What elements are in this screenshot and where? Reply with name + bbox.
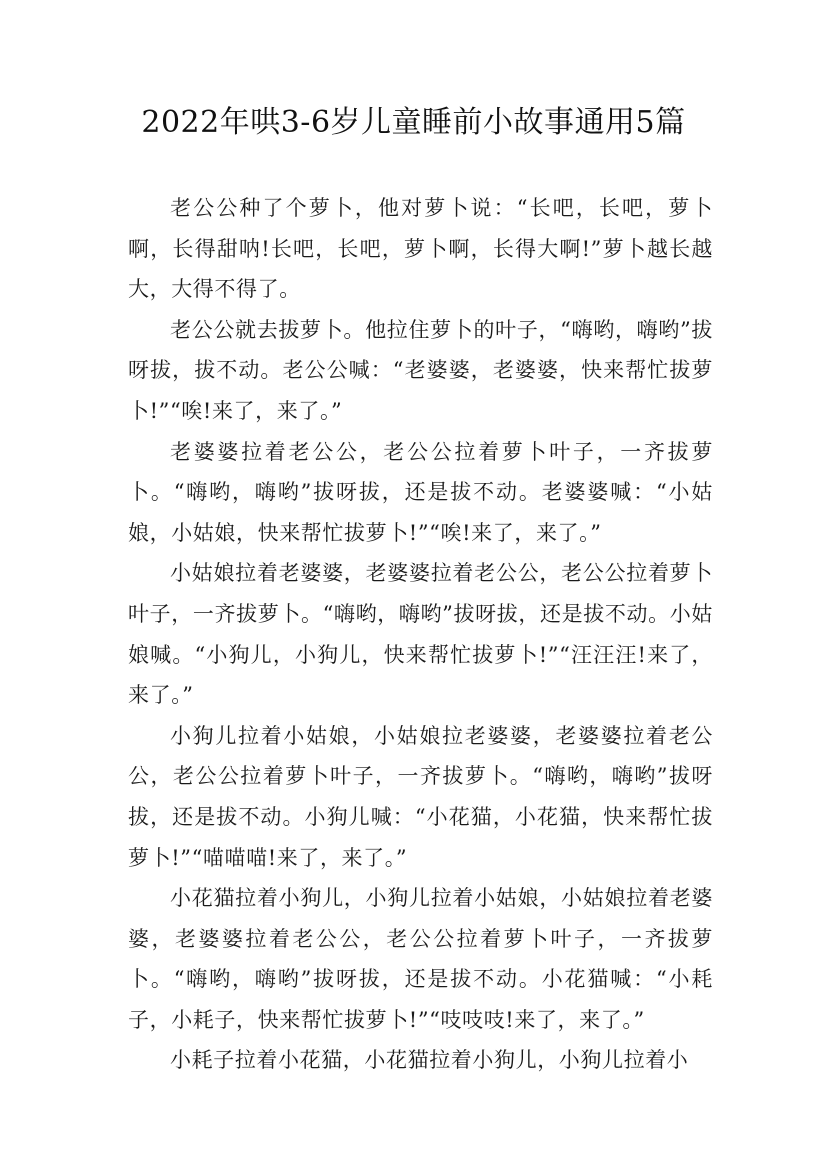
paragraph-4: 小姑娘拉着老婆婆，老婆婆拉着老公公，老公公拉着萝卜叶子，一齐拔萝卜。“嗨哟，嗨哟”拔呀拔，还是拔不动。小姑娘喊。“小狗儿，小狗儿，快来帮忙拔萝卜!”“汪汪汪!来了，来了。” [128,561,713,708]
paragraph-7: 小耗子拉着小花猫，小花猫拉着小狗儿，小狗儿拉着小 [170,1048,689,1073]
paragraph-3: 老婆婆拉着老公公，老公公拉着萝卜叶子，一齐拔萝卜。“嗨哟，嗨哟”拔呀拔，还是拔不动。老婆婆喊：“小姑娘，小姑娘，快来帮忙拔萝卜!”“唉!来了，来了。” [128,439,713,545]
paragraph-6: 小花猫拉着小狗儿，小狗儿拉着小姑娘，小姑娘拉着老婆婆，老婆婆拉着老公公，老公公拉着萝卜叶子，一齐拔萝卜。“嗨哟，嗨哟”拔呀拔，还是拔不动。小花猫喊：“小耗子，小耗子，快来帮忙拔萝卜!”“吱吱吱!来了，来了。” [128,886,713,1032]
document-body [128,188,713,1081]
paragraph-5: 小狗儿拉着小姑娘，小姑娘拉老婆婆，老婆婆拉着老公公，老公公拉着萝卜叶子，一齐拔萝卜。“嗨哟，嗨哟”拔呀拔，还是拔不动。小狗儿喊：“小花猫，小花猫，快来帮忙拔萝卜!”“喵喵喵!来了，来了。” [128,723,713,870]
paragraph-1: 老公公种了个萝卜，他对萝卜说：“长吧，长吧，萝卜啊，长得甜呐!长吧，长吧，萝卜啊，长得大啊!”萝卜越长越大，大得不得了。 [128,196,713,302]
paragraph-2: 老公公就去拔萝卜。他拉住萝卜的叶子，“嗨哟，嗨哟”拔呀拔，拔不动。老公公喊：“老婆婆，老婆婆，快来帮忙拔萝卜!”“唉!来了，来了。” [128,317,713,423]
document-title: 2022年哄3-6岁儿童睡前小故事通用5篇 [141,105,686,140]
